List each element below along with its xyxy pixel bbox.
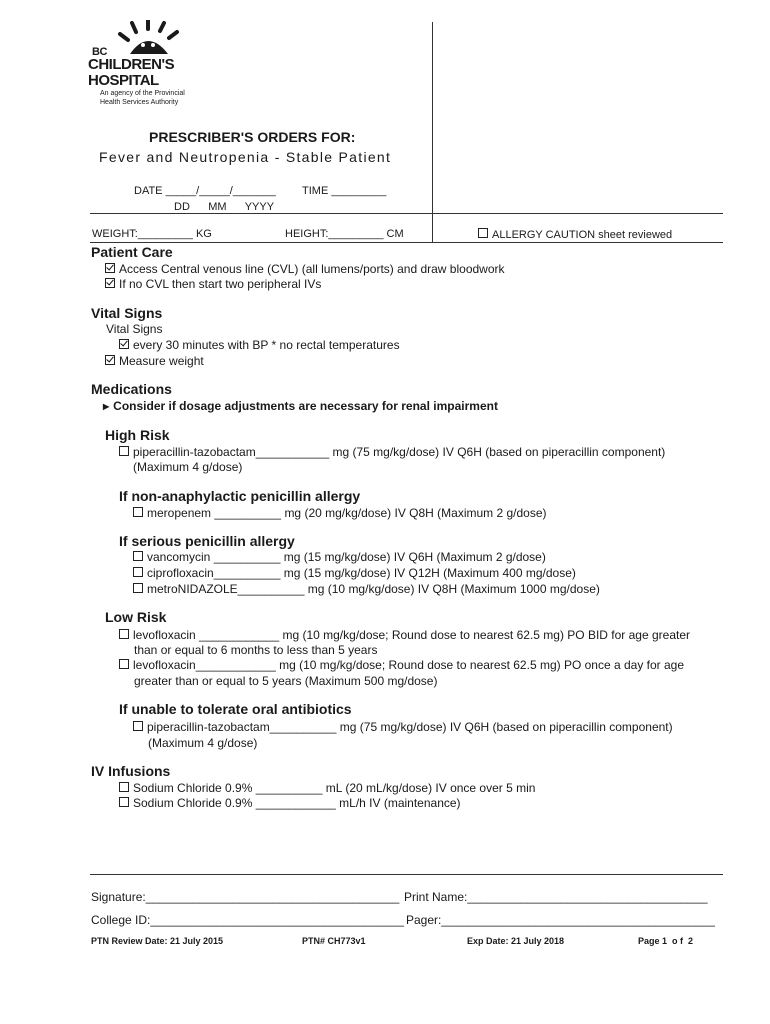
checked-checkbox[interactable] [119, 339, 129, 349]
med-option-continued: greater than or equal to 5 years (Maximum 500 mg/dose) [134, 674, 438, 688]
footer-rule [90, 874, 723, 875]
time-field[interactable]: TIME _________ [302, 185, 387, 197]
renal-note-text: Consider if dosage adjustments are necessary for renal impairment [113, 399, 498, 413]
med-option-label: piperacillin-tazobactam___________ mg (75 mg/kg/dose) IV Q6H (based on piperacillin component) [133, 445, 666, 459]
weight-field[interactable]: WEIGHT:_________ KG [92, 228, 212, 240]
iv-infusions-heading: IV Infusions [91, 763, 171, 779]
vital-signs-heading: Vital Signs [91, 305, 163, 321]
header-divider [432, 22, 433, 243]
med-option-continued: (Maximum 4 g/dose) [148, 736, 258, 750]
med-option-label: piperacillin-tazobactam__________ mg (75 mg/kg/dose) IV Q6H (based on piperacillin component) [147, 720, 673, 734]
pager-field[interactable]: Pager:_________________________________________ [406, 913, 715, 927]
logo-tagline-1: An agency of the Provincial [100, 90, 185, 97]
med-option[interactable] [119, 658, 684, 672]
vital-signs-item-label: every 30 minutes with BP * no rectal temperatures [133, 338, 400, 352]
checkbox[interactable] [133, 567, 143, 577]
logo-tagline-2: Health Services Authority [100, 99, 179, 106]
allergy-checkbox[interactable] [478, 228, 488, 238]
date-format-label: DD MM YYYY [174, 201, 275, 213]
checked-checkbox[interactable] [105, 278, 115, 288]
form-title: PRESCRIBER'S ORDERS FOR: [149, 129, 356, 145]
med-option[interactable] [133, 582, 600, 596]
print-name-field[interactable]: Print Name:____________________________________ [404, 890, 708, 904]
med-option-label: meropenem __________ mg (20 mg/kg/dose) IV Q8H (Maximum 2 g/dose) [147, 506, 547, 520]
page-number: Page 1 o f 2 [638, 936, 694, 946]
unable-oral-heading: If unable to tolerate oral antibiotics [119, 701, 352, 717]
checked-checkbox[interactable] [105, 355, 115, 365]
expiry-date: Exp Date: 21 July 2018 [467, 936, 565, 946]
med-option-continued: (Maximum 4 g/dose) [133, 460, 243, 474]
hospital-logo [88, 20, 198, 112]
college-id-field[interactable]: College ID:______________________________________ [91, 913, 404, 927]
header-rule [90, 213, 723, 214]
patient-care-heading: Patient Care [91, 244, 173, 260]
high-risk-heading: High Risk [105, 427, 170, 443]
med-option-label: levofloxacin____________ mg (10 mg/kg/dose; Round dose to nearest 62.5 mg) PO once a day for age [133, 658, 685, 672]
weight-rule [90, 242, 723, 243]
triangle-right-icon: ▶ [103, 402, 110, 411]
patient-care-item[interactable] [105, 277, 321, 291]
vital-signs-item-label: Measure weight [119, 354, 204, 368]
logo-bc: BC [92, 46, 107, 58]
med-option[interactable] [133, 506, 547, 520]
serious-allergy-heading: If serious penicillin allergy [119, 533, 295, 549]
medications-heading: Medications [91, 381, 172, 397]
med-option[interactable] [133, 720, 673, 734]
med-option-label: metroNIDAZOLE__________ mg (10 mg/kg/dose) IV Q8H (Maximum 1000 mg/dose) [147, 582, 600, 596]
checkbox[interactable] [133, 551, 143, 561]
iv-option[interactable] [119, 781, 535, 795]
checkbox[interactable] [133, 721, 143, 731]
sun-icon [116, 20, 186, 56]
iv-option-label: Sodium Chloride 0.9% ____________ mL/h IV (maintenance) [133, 796, 461, 810]
height-field[interactable]: HEIGHT:_________ CM [285, 228, 404, 240]
checkbox[interactable] [119, 797, 129, 807]
med-option[interactable] [133, 566, 576, 580]
date-field[interactable]: DATE _____/_____/_______ [134, 185, 276, 197]
ptn-number: PTN# CH773v1 [302, 936, 366, 946]
checked-checkbox[interactable] [105, 263, 115, 273]
vital-signs-item[interactable] [105, 354, 204, 368]
non-anaphylactic-heading: If non-anaphylactic penicillin allergy [119, 488, 361, 504]
med-option-label: ciprofloxacin__________ mg (15 mg/kg/dose) IV Q12H (Maximum 400 mg/dose) [147, 566, 576, 580]
review-date: PTN Review Date: 21 July 2015 [91, 936, 224, 946]
iv-option-label: Sodium Chloride 0.9% __________ mL (20 mL/kg/dose) IV once over 5 min [133, 781, 536, 795]
vital-signs-item[interactable] [119, 338, 400, 352]
allergy-caution-item[interactable] [478, 228, 672, 241]
med-option[interactable] [119, 628, 690, 642]
patient-care-item-label: Access Central venous line (CVL) (all lumens/ports) and draw bloodwork [119, 262, 505, 276]
logo-childrens: CHILDREN'S [88, 56, 175, 73]
form-subtitle: Fever and Neutropenia - Stable Patient [99, 149, 392, 165]
signature-field[interactable]: Signature:______________________________________ [91, 890, 400, 904]
patient-care-item[interactable] [105, 262, 505, 276]
checkbox[interactable] [119, 659, 129, 669]
patient-care-item-label: If no CVL then start two peripheral IVs [119, 277, 322, 291]
checkbox[interactable] [119, 446, 129, 456]
logo-hospital: HOSPITAL [88, 72, 159, 89]
med-option-continued: than or equal to 6 months to less than 5 years [134, 643, 378, 657]
iv-option[interactable] [119, 796, 461, 810]
checkbox[interactable] [133, 507, 143, 517]
med-option[interactable] [119, 445, 665, 459]
checkbox[interactable] [119, 629, 129, 639]
low-risk-heading: Low Risk [105, 609, 167, 625]
checkbox[interactable] [119, 782, 129, 792]
med-option-label: levofloxacin ____________ mg (10 mg/kg/dose; Round dose to nearest 62.5 mg) PO BID for age greater [133, 628, 691, 642]
allergy-label: ALLERGY CAUTION sheet reviewed [492, 229, 673, 241]
med-option[interactable] [133, 550, 546, 564]
med-option-label: vancomycin __________ mg (15 mg/kg/dose) IV Q6H (Maximum 2 g/dose) [147, 550, 546, 564]
vital-signs-subheading: Vital Signs [106, 322, 163, 336]
checkbox[interactable] [133, 583, 143, 593]
renal-note [103, 399, 498, 413]
